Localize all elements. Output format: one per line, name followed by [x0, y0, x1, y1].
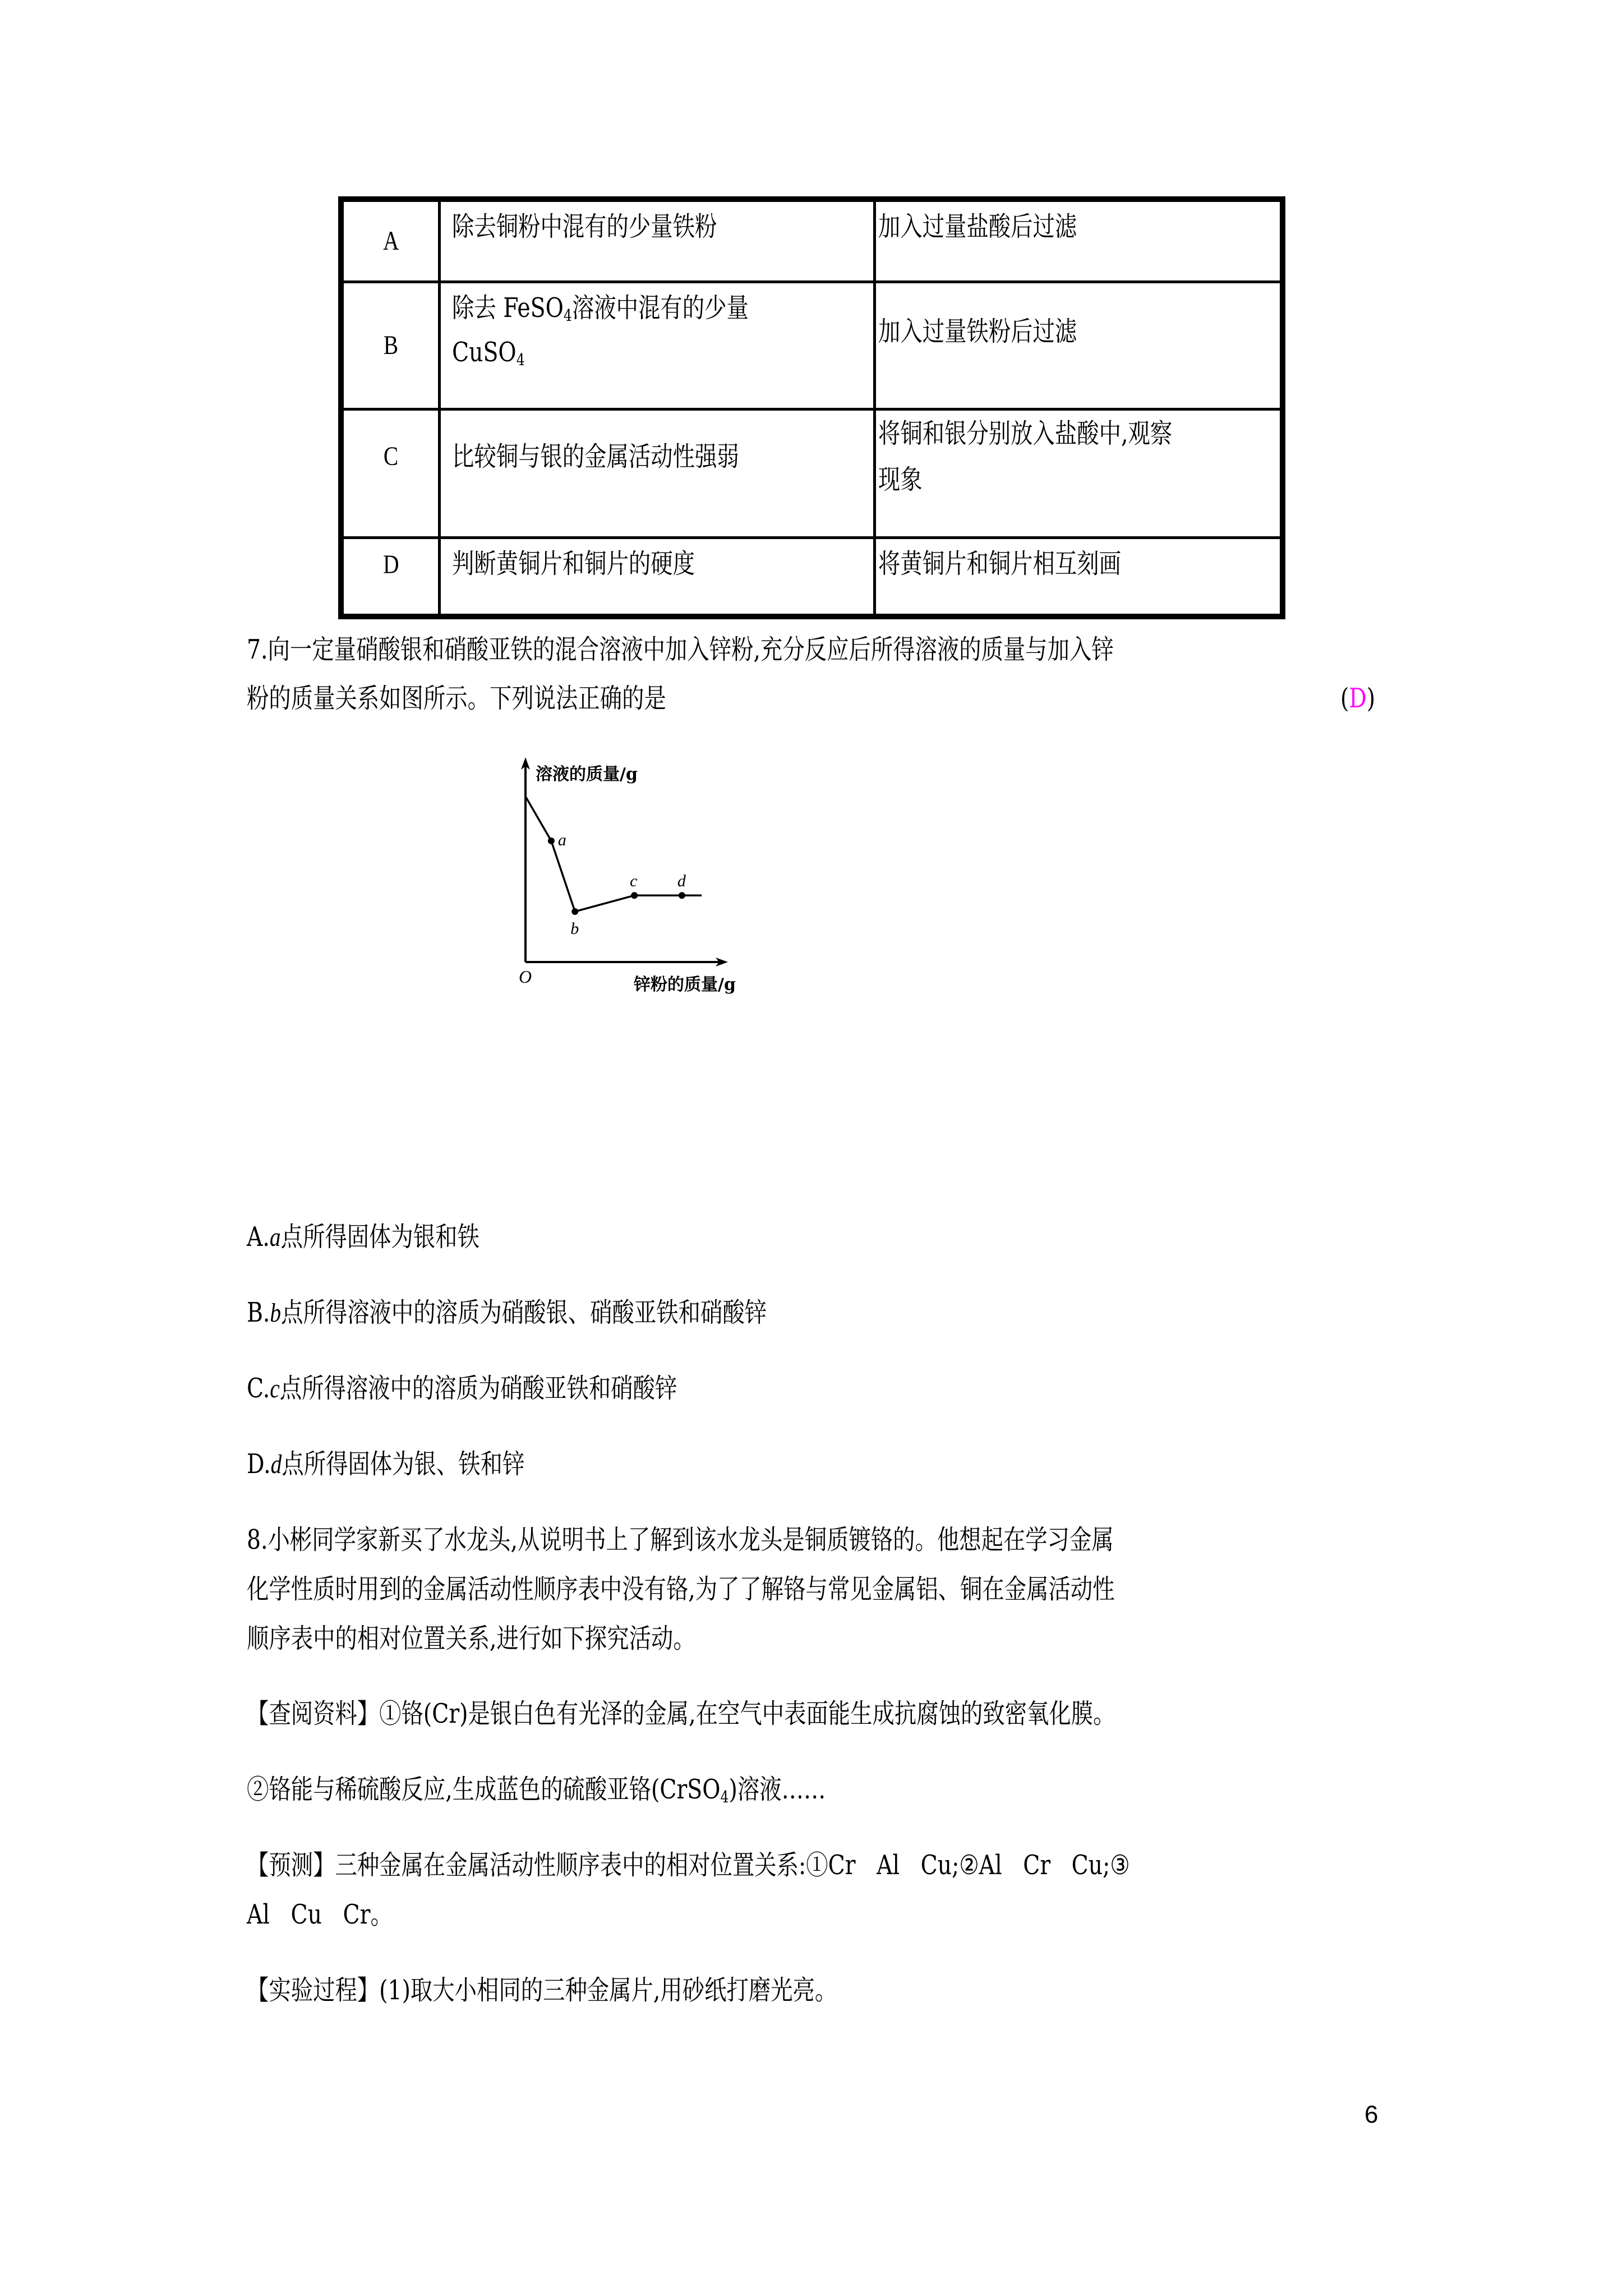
method-text: 加入过量铁粉后过滤 — [878, 316, 1077, 347]
bracket-open: ( — [1340, 683, 1349, 714]
origin-label: O — [519, 967, 532, 987]
method-text-line2: 现象 — [878, 464, 923, 495]
option-label: A — [382, 226, 399, 256]
experiment-table — [338, 196, 1285, 619]
table-row — [344, 536, 1280, 614]
data-points — [548, 831, 686, 938]
method-cell — [873, 283, 1280, 408]
purpose-cell — [438, 411, 873, 536]
data-point-label-d: d — [677, 872, 686, 891]
info-paragraph-1 — [247, 1697, 1115, 1731]
answer-value: D — [1349, 683, 1367, 714]
method-cell — [873, 539, 1280, 614]
option-d — [247, 1447, 524, 1481]
method-text: 将黄铜片和铜片相互刻画 — [878, 548, 1121, 579]
question-8-line1: 8.小彬同学家新买了水龙头,从说明书上了解到该水龙头是铜质镀铬的。他想起在学习金属 — [247, 1524, 1114, 1556]
purpose-cell — [438, 202, 873, 280]
y-axis-label: 溶液的质量/g — [536, 765, 638, 784]
subscript: 4 — [516, 350, 525, 370]
data-point-label-b: b — [570, 919, 579, 938]
formula-text: CuSO — [452, 337, 517, 368]
table-row — [344, 280, 1280, 408]
info-text: ①铬(Cr)是银白色有光泽的金属,在空气中表面能生成抗腐蚀的致密氧化膜。 — [379, 1698, 1115, 1729]
process-line1 — [247, 1973, 837, 2007]
prediction-text: 三种金属在金属活动性顺序表中的相对位置关系:①Cr Al Cu;②Al Cr Cu;③ — [335, 1849, 1130, 1881]
question-8-line2: 化学性质时用到的金属活动性顺序表中没有铬,为了了解铬与常见金属铝、铜在金属活动性 — [247, 1573, 1115, 1605]
process-text: (1)取大小相同的三种金属片,用砂纸打磨光亮。 — [379, 1975, 837, 2006]
page-number: 6 — [1364, 2101, 1378, 2128]
method-text: 加入过量盐酸后过滤 — [878, 211, 1077, 242]
purpose-cell — [438, 283, 873, 408]
option-text: 点所得溶液中的溶质为硝酸亚铁和硝酸锌 — [279, 1373, 677, 1404]
bracket-close: ) — [1366, 683, 1376, 714]
subscript: 4 — [720, 1787, 729, 1807]
purpose-text-part: 溶液中混有的少量 — [571, 292, 749, 324]
option-prefix: B. — [247, 1297, 270, 1328]
table-row — [344, 408, 1280, 536]
option-label: B — [383, 330, 399, 360]
option-text: 点所得固体为银和铁 — [280, 1221, 479, 1253]
solution-mass-chart — [494, 752, 763, 1010]
option-label: D — [382, 550, 399, 579]
answer-bracket — [1340, 682, 1375, 715]
data-point-b — [571, 908, 578, 915]
data-point-d — [679, 892, 685, 899]
question-7-stem-line1: 7.向一定量硝酸银和硝酸亚铁的混合溶液中加入锌粉,充分反应后所得溶液的质量与加入锌 — [247, 634, 1114, 665]
process-heading: 【实验过程】 — [247, 1975, 380, 2006]
method-text: 将铜和银分别放入盐酸中,观察 — [878, 418, 1173, 449]
option-var: d — [270, 1450, 282, 1479]
option-prefix: D. — [247, 1448, 271, 1480]
data-point-a — [548, 838, 555, 844]
series-line — [525, 797, 702, 912]
purpose-text-part: 除去 FeSO — [452, 292, 564, 324]
question-8-line3: 顺序表中的相对位置关系,进行如下探究活动。 — [247, 1623, 695, 1654]
option-prefix: A. — [247, 1221, 270, 1253]
prediction-line2: Al Cu Cr。 — [247, 1899, 393, 1930]
purpose-cell — [438, 539, 873, 614]
option-c — [247, 1372, 677, 1406]
purpose-text — [452, 283, 797, 333]
data-point-label-a: a — [557, 831, 566, 849]
info-text: ②铬能与稀硫酸反应,生成蓝色的硫酸亚铬(CrSO — [247, 1774, 721, 1805]
option-text: 点所得固体为银、铁和锌 — [282, 1448, 525, 1480]
data-point-c — [631, 892, 638, 899]
purpose-text: 除去铜粉中混有的少量铁粉 — [452, 211, 717, 242]
option-var: b — [270, 1298, 282, 1328]
purpose-text: 判断黄铜片和铜片的硬度 — [452, 548, 695, 579]
option-var: a — [269, 1222, 281, 1252]
purpose-text-line2 — [452, 333, 797, 372]
data-point-label-c: c — [630, 872, 638, 891]
option-label: C — [383, 441, 399, 471]
table-row — [344, 202, 1280, 280]
info-text: )溶液…… — [728, 1774, 826, 1805]
option-cell — [344, 283, 438, 408]
option-prefix: C. — [247, 1373, 270, 1404]
option-var: c — [270, 1374, 280, 1404]
purpose-text: 比较铜与银的金属活动性强弱 — [452, 441, 739, 472]
prediction-line1 — [247, 1848, 1130, 1882]
x-axis-label: 锌粉的质量/g — [634, 975, 736, 995]
info-paragraph-2 — [247, 1773, 826, 1806]
subscript: 4 — [563, 306, 572, 325]
question-7-stem-line2: 粉的质量关系如图所示。下列说法正确的是 — [247, 683, 666, 714]
prediction-heading: 【预测】 — [247, 1849, 335, 1881]
option-b — [247, 1296, 767, 1330]
option-cell — [344, 411, 438, 536]
option-text: 点所得溶液中的溶质为硝酸银、硝酸亚铁和硝酸锌 — [281, 1297, 767, 1328]
option-cell — [344, 539, 438, 614]
option-cell — [344, 202, 438, 280]
method-cell — [873, 411, 1280, 536]
method-cell — [873, 202, 1280, 280]
info-heading: 【查阅资料】 — [247, 1698, 380, 1729]
option-a — [247, 1220, 479, 1254]
